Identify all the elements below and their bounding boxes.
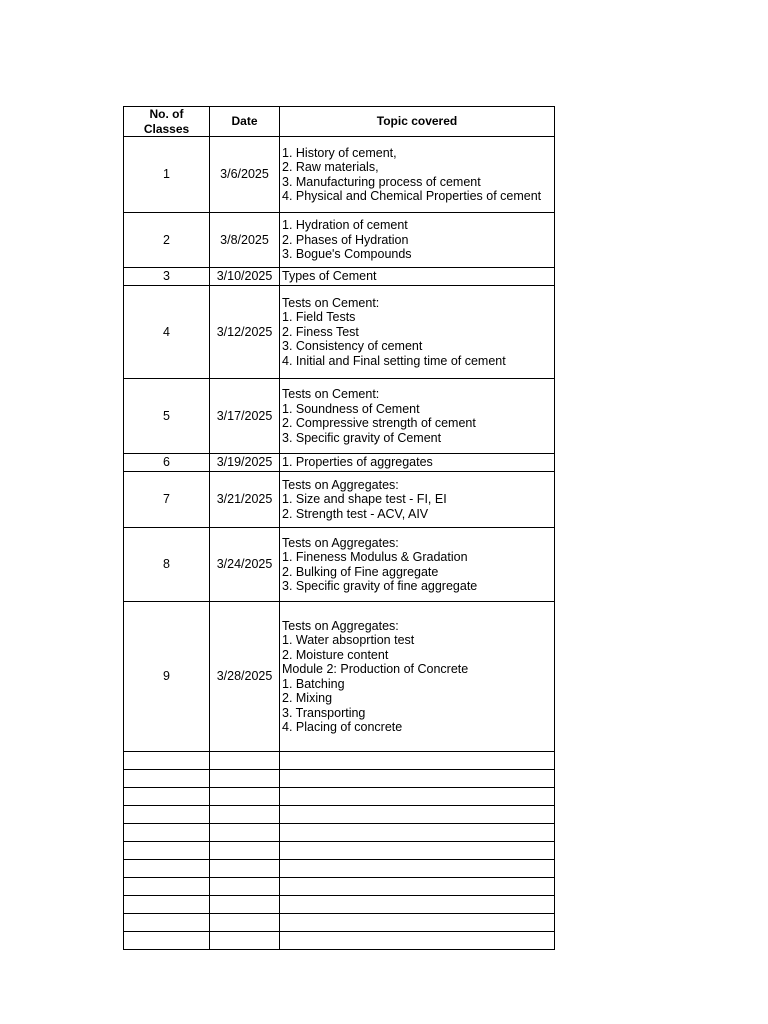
empty-cell [124, 788, 210, 806]
class-number-cell: 6 [124, 454, 210, 472]
empty-row [124, 824, 555, 842]
class-number-cell: 2 [124, 213, 210, 268]
empty-cell [124, 842, 210, 860]
empty-cell [210, 752, 280, 770]
date-cell: 3/8/2025 [210, 213, 280, 268]
date-cell: 3/28/2025 [210, 602, 280, 752]
empty-cell [280, 896, 555, 914]
class-number-cell: 5 [124, 379, 210, 454]
empty-cell [124, 896, 210, 914]
date-cell: 3/10/2025 [210, 268, 280, 286]
date-cell: 3/21/2025 [210, 472, 280, 528]
empty-cell [210, 770, 280, 788]
empty-cell [124, 806, 210, 824]
table-row [124, 213, 555, 268]
empty-cell [124, 914, 210, 932]
topic-cell: 1. Hydration of cement 2. Phases of Hydration 3. Bogue's Compounds [280, 213, 555, 268]
table-row [124, 268, 555, 286]
empty-cell [280, 824, 555, 842]
empty-cell [280, 770, 555, 788]
empty-row [124, 878, 555, 896]
empty-cell [124, 878, 210, 896]
empty-cell [124, 770, 210, 788]
empty-cell [210, 788, 280, 806]
header-row [124, 107, 555, 137]
date-cell: 3/19/2025 [210, 454, 280, 472]
table-row [124, 137, 555, 213]
empty-cell [280, 914, 555, 932]
table-row [124, 528, 555, 602]
empty-row [124, 896, 555, 914]
empty-cell [280, 842, 555, 860]
class-number-cell: 9 [124, 602, 210, 752]
topic-cell: Tests on Aggregates: 1. Fineness Modulus & Gradation 2. Bulking of Fine aggregate 3. Specific gravity of fine aggregate [280, 528, 555, 602]
empty-cell [124, 824, 210, 842]
topic-cell: Tests on Aggregates: 1. Size and shape test - FI, EI 2. Strength test - ACV, AIV [280, 472, 555, 528]
date-cell: 3/17/2025 [210, 379, 280, 454]
empty-row [124, 842, 555, 860]
header-no-of-classes: No. of Classes [124, 107, 210, 137]
empty-cell [210, 824, 280, 842]
topic-cell: Tests on Cement: 1. Field Tests 2. Finess Test 3. Consistency of cement 4. Initial and Final setting time of cement [280, 286, 555, 379]
empty-cell [210, 914, 280, 932]
empty-cell [280, 932, 555, 950]
empty-cell [210, 878, 280, 896]
class-number-cell: 8 [124, 528, 210, 602]
empty-row [124, 752, 555, 770]
empty-cell [124, 752, 210, 770]
empty-row [124, 914, 555, 932]
empty-cell [124, 860, 210, 878]
table-row [124, 602, 555, 752]
empty-cell [280, 860, 555, 878]
empty-cell [280, 878, 555, 896]
empty-cell [210, 860, 280, 878]
table-row [124, 286, 555, 379]
class-number-cell: 1 [124, 137, 210, 213]
class-number-cell: 7 [124, 472, 210, 528]
empty-row [124, 932, 555, 950]
class-schedule-table [123, 106, 555, 950]
table-row [124, 379, 555, 454]
class-number-cell: 4 [124, 286, 210, 379]
date-cell: 3/12/2025 [210, 286, 280, 379]
empty-row [124, 806, 555, 824]
empty-row [124, 788, 555, 806]
topic-cell: Types of Cement [280, 268, 555, 286]
table-row [124, 472, 555, 528]
topic-cell: 1. History of cement, 2. Raw materials, 3. Manufacturing process of cement 4. Physical and Chemical Properties of cement [280, 137, 555, 213]
header-date: Date [210, 107, 280, 137]
empty-cell [280, 788, 555, 806]
empty-cell [210, 896, 280, 914]
table-row [124, 454, 555, 472]
topic-cell: Tests on Cement: 1. Soundness of Cement 2. Compressive strength of cement 3. Specific gravity of Cement [280, 379, 555, 454]
date-cell: 3/6/2025 [210, 137, 280, 213]
topic-cell: Tests on Aggregates: 1. Water absoprtion test 2. Moisture content Module 2: Production of Concrete 1. Batching 2. Mixing 3. Transporting 4. Placing of concrete [280, 602, 555, 752]
empty-row [124, 770, 555, 788]
empty-cell [210, 932, 280, 950]
empty-cell [280, 752, 555, 770]
header-topic-covered: Topic covered [280, 107, 555, 137]
date-cell: 3/24/2025 [210, 528, 280, 602]
empty-cell [124, 932, 210, 950]
topic-cell: 1. Properties of aggregates [280, 454, 555, 472]
class-number-cell: 3 [124, 268, 210, 286]
empty-row [124, 860, 555, 878]
empty-cell [210, 806, 280, 824]
empty-cell [210, 842, 280, 860]
empty-cell [280, 806, 555, 824]
